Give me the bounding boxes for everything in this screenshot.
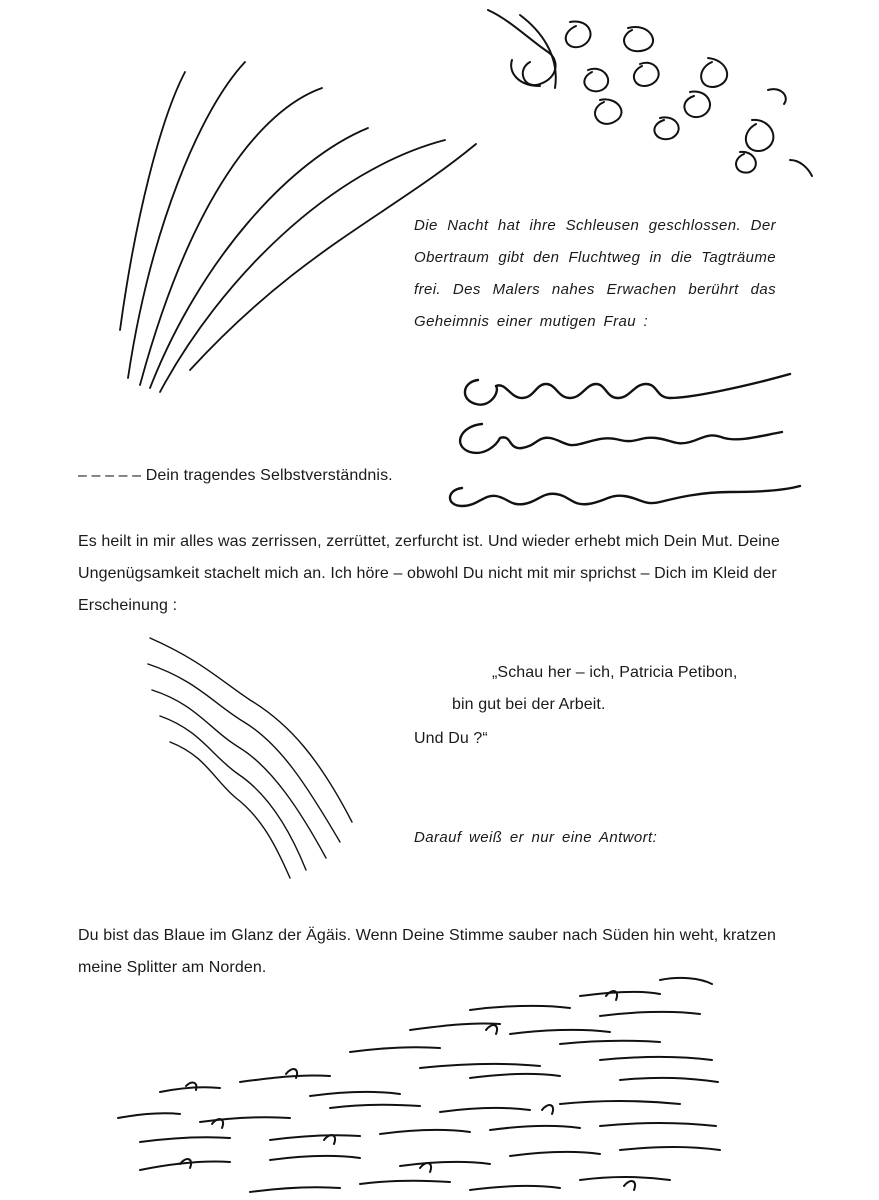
quote-line-3: Und Du ?“: [414, 730, 488, 747]
intro-text: Die Nacht hat ihre Schleusen geschlossen. Der Obertraum gibt den Fluchtweg in die Tagträume frei. Des Malers nahes Erwachen berührt das Geheimnis einer mutigen Frau :: [414, 217, 776, 330]
answer-text: Darauf weiß er nur eine Antwort:: [414, 829, 658, 846]
paragraph-2: Du bist das Blaue im Glanz der Ägäis. Wenn Deine Stimme sauber nach Süden hin weht, kratzen meine Splitter am Norden.: [78, 927, 777, 976]
wavy-lines-drawing: [148, 638, 352, 878]
dashes-texture-drawing: [118, 978, 720, 1192]
curly-scribble-drawing: [450, 374, 800, 506]
paragraph-1: Es heilt in mir alles was zerrissen, zerrüttet, zerfurcht ist. Und wieder erhebt mich Dein Mut. Deine Ungenügsamkeit stachelt mich an. Ich höre – obwohl Du nicht mit mir sprichst – Dich im Kleid der Erscheinung :: [78, 533, 780, 614]
quote-line-2: bin gut bei der Arbeit.: [452, 696, 606, 713]
selbstverstaendnis-line: – – – – – Dein tragendes Selbstverständnis.: [78, 467, 393, 484]
quote-line-1: „Schau her – ich, Patricia Petibon,: [492, 664, 738, 681]
loops-drawing: [488, 10, 812, 176]
